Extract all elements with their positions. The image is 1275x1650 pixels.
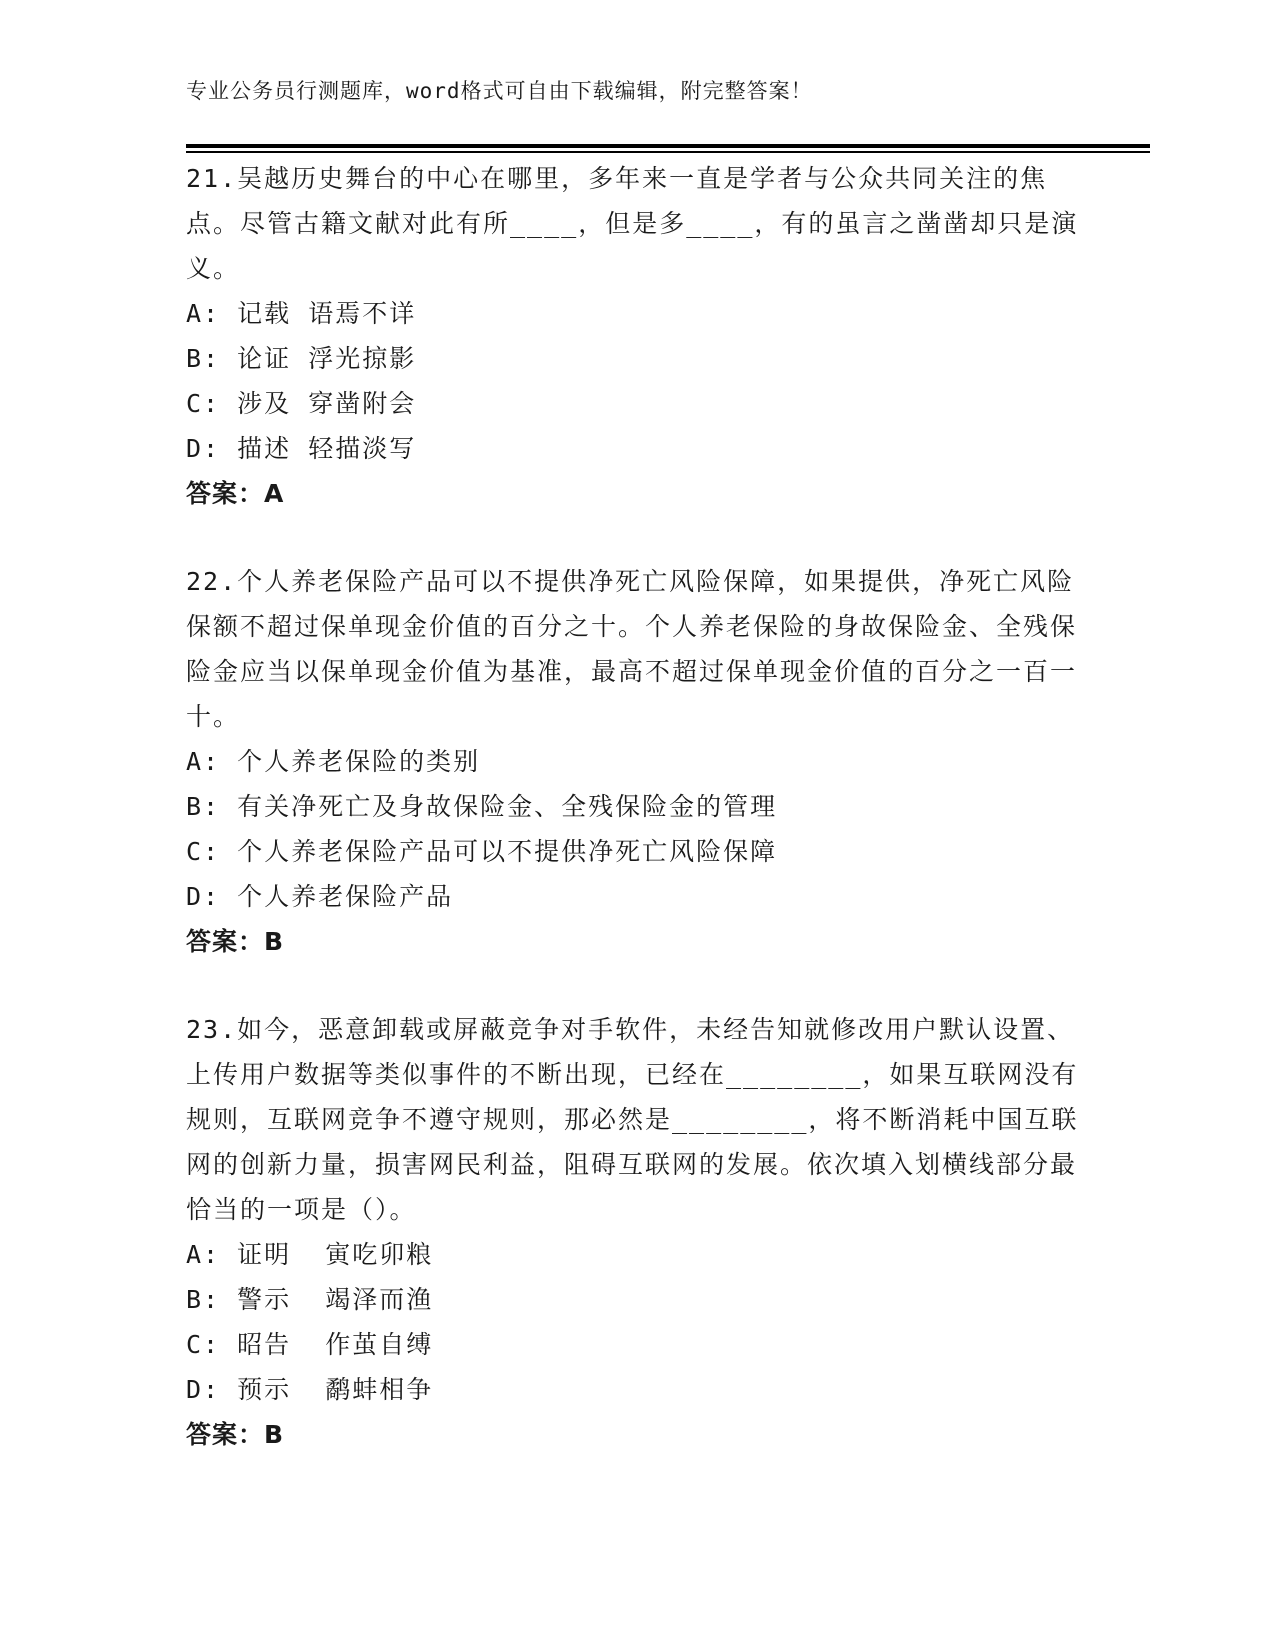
question-stem: 21.吴越历史舞台的中心在哪里，多年来一直是学者与公众共同关注的焦点。尽管古籍文献对此有所____，但是多____，有的虽言之凿凿却只是演义。 [186,164,1079,283]
question-22 [186,559,1086,964]
option-c: C: 涉及 穿凿附会 [186,389,417,418]
question-list [186,156,1086,1500]
option-a: A: 个人养老保险的类别 [186,747,481,776]
option-b: B: 有关净死亡及身故保险金、全残保险金的管理 [186,792,778,821]
option-d: D: 描述 轻描淡写 [186,434,417,463]
page-header: 专业公务员行测题库，word格式可自由下载编辑，附完整答案！ [186,79,813,103]
option-d: D: 个人养老保险产品 [186,882,454,911]
header-rule-thick [186,144,1150,148]
header-rule-thin [186,151,1150,153]
question-23 [186,1007,1086,1457]
option-b: B: 论证 浮光掠影 [186,344,417,373]
answer-line: 答案：B [186,1420,285,1449]
answer-line: 答案：A [186,479,285,508]
question-stem: 22.个人养老保险产品可以不提供净死亡风险保障，如果提供，净死亡风险保额不超过保单现金价值的百分之十。个人养老保险的身故保险金、全残保险金应当以保单现金价值为基准，最高不超过保单现金价值的百分之一百一十。 [186,567,1078,731]
option-c: C: 昭告 作茧自缚 [186,1330,434,1359]
option-a: A: 证明 寅吃卯粮 [186,1240,434,1269]
answer-line: 答案：B [186,927,285,956]
option-b: B: 警示 竭泽而渔 [186,1285,434,1314]
option-a: A: 记载 语焉不详 [186,299,417,328]
question-21 [186,156,1086,516]
option-d: D: 预示 鹬蚌相争 [186,1375,434,1404]
question-stem: 23.如今，恶意卸载或屏蔽竞争对手软件，未经告知就修改用户默认设置、上传用户数据等类似事件的不断出现，已经在________，如果互联网没有规则，互联网竞争不遵守规则，那必然是________，将不断消耗中国互联网的创新力量，损害网民利益，阻碍互联网的发展。依次填入划横线部分最恰当的一项是（）。 [186,1015,1079,1224]
option-c: C: 个人养老保险产品可以不提供净死亡风险保障 [186,837,778,866]
